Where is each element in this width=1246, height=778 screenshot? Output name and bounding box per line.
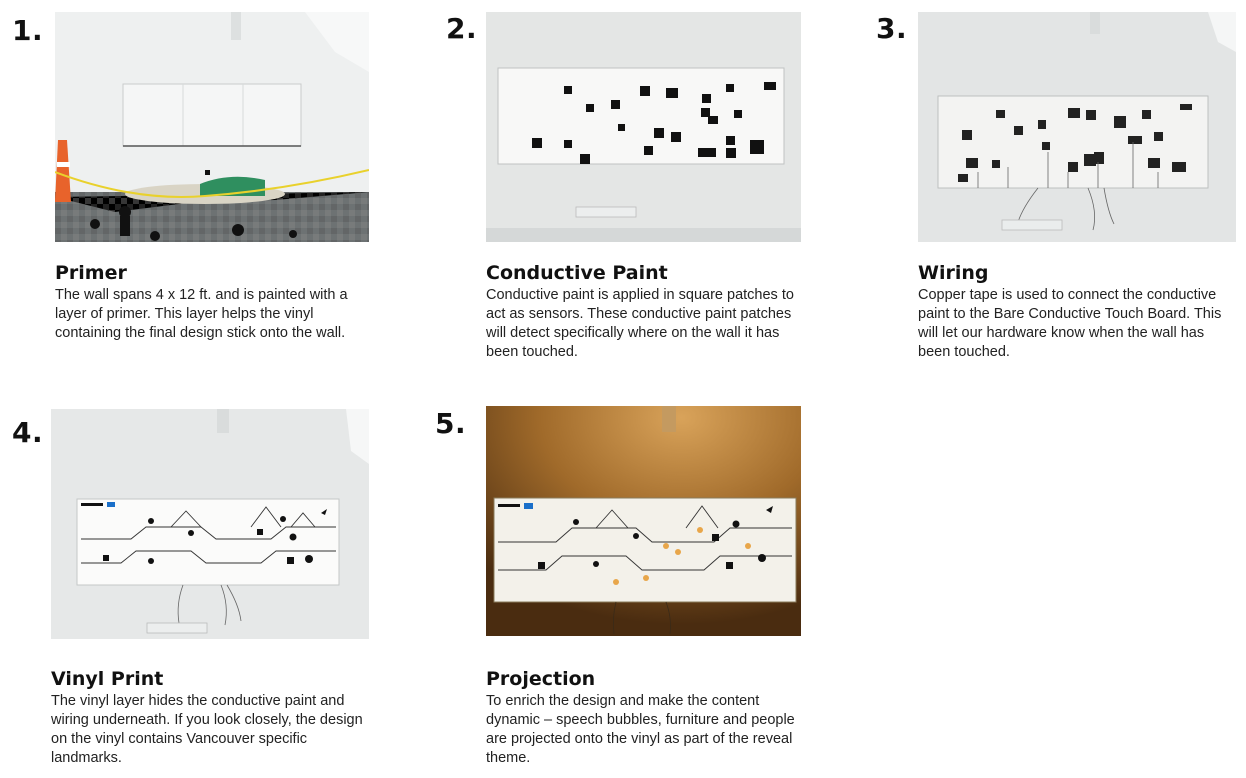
step-number: 3. bbox=[876, 12, 908, 45]
step-title: Primer bbox=[55, 262, 127, 284]
step-title: Conductive Paint bbox=[486, 262, 668, 284]
step-description: Copper tape is used to connect the conductive paint to the Bare Conductive Touch Board. This will let our hardware know when the wall has been touched. bbox=[918, 287, 1222, 360]
step-description: The vinyl layer hides the conductive paint and wiring underneath. If you look closely, the design on the vinyl contains Vancouver specific landmarks. bbox=[51, 693, 363, 766]
vinyl-print-photo bbox=[51, 409, 369, 639]
step-description: The wall spans 4 x 12 ft. and is painted with a layer of primer. This layer helps the vinyl containing the final design stick onto the wall. bbox=[55, 287, 348, 341]
wiring-photo bbox=[918, 12, 1236, 242]
wall-primer-photo bbox=[55, 12, 369, 242]
step-description: To enrich the design and make the content dynamic – speech bubbles, furniture and people are projected onto the vinyl as part of the reveal theme. bbox=[486, 693, 795, 766]
step-number: 4. bbox=[12, 416, 44, 449]
projection-photo bbox=[486, 406, 801, 636]
step-number: 5. bbox=[435, 407, 467, 440]
conductive-paint-photo bbox=[486, 12, 801, 242]
step-number: 1. bbox=[12, 14, 44, 47]
step-title: Wiring bbox=[918, 262, 989, 284]
step-title: Projection bbox=[486, 668, 596, 690]
step-number: 2. bbox=[446, 12, 478, 45]
step-description: Conductive paint is applied in square patches to act as sensors. These conductive paint patches will detect specifically where on the wall it has been touched. bbox=[486, 287, 794, 360]
step-title: Vinyl Print bbox=[51, 668, 164, 690]
